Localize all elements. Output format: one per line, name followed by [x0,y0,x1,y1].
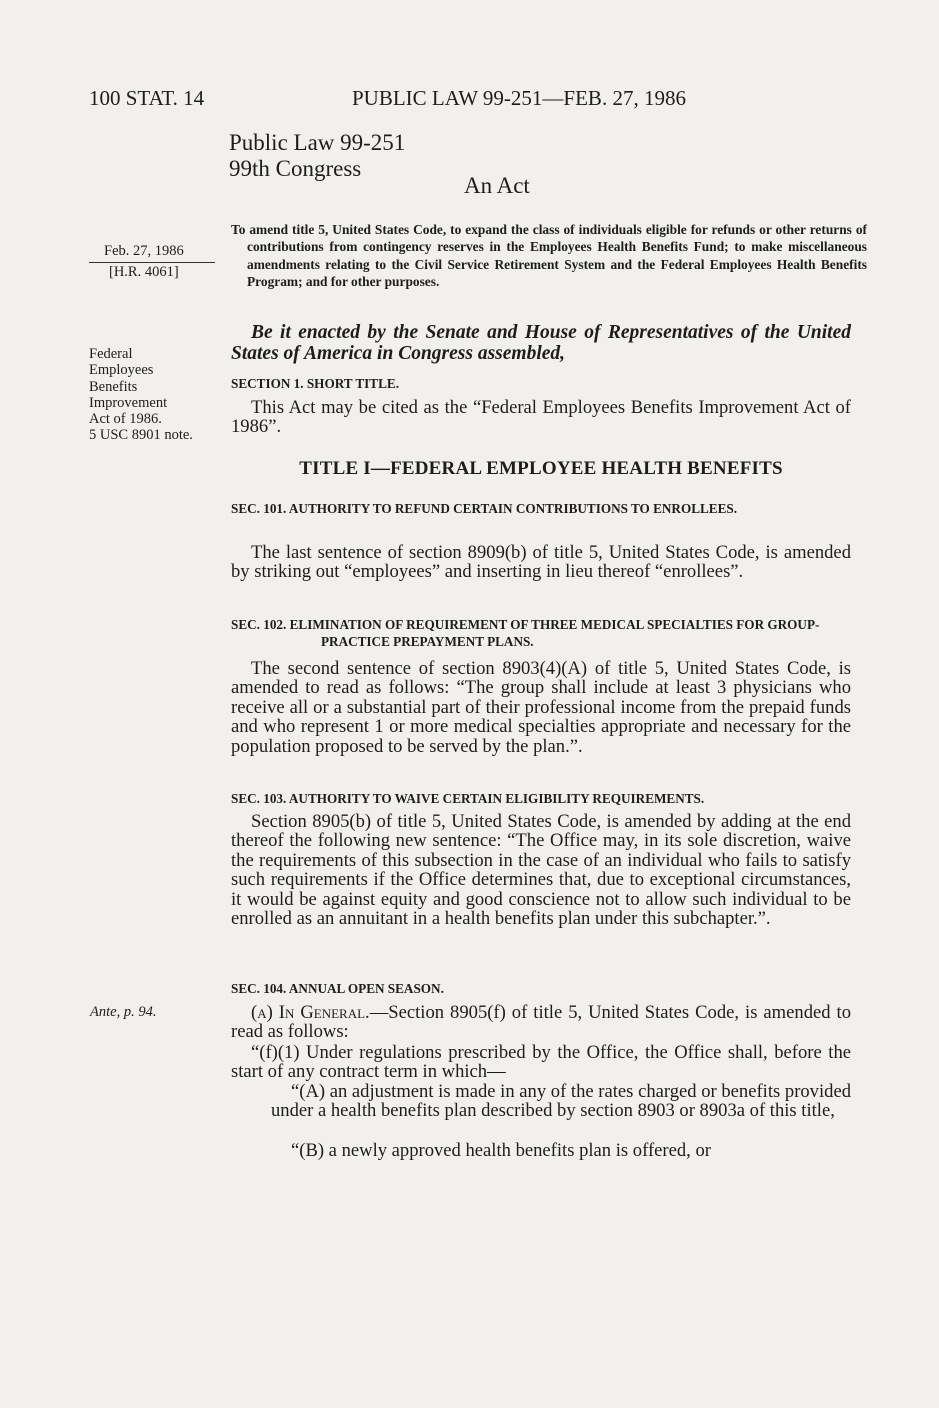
section-103-heading: SEC. 103. AUTHORITY TO WAIVE CERTAIN ELIGIBILITY REQUIREMENTS. [231,791,705,806]
running-head-title: PUBLIC LAW 99-251—FEB. 27, 1986 [352,86,686,110]
act-heading: An Act [464,173,530,198]
section-101-heading: SEC. 101. AUTHORITY TO REFUND CERTAIN CONTRIBUTIONS TO ENROLLEES. [231,501,738,516]
section-104-clause-a: “(A) an adjustment is made in any of the rates charged or benefits provided under a health benefits plan described by section 8903 or 8903a of this title, [271,1081,851,1122]
enacting-clause: Be it enacted by the Senate and House of Representatives of the United States of America in Congress assembled, [231,322,851,364]
section-1-text: This Act may be cited as the “Federal Employees Benefits Improvement Act of 1986”. [231,397,851,438]
page-reference: 100 STAT. 14 [89,86,205,110]
margin-date: Feb. 27, 1986 [104,243,184,259]
congress-label: 99th Congress [229,156,362,181]
act-purpose: To amend title 5, United States Code, to expand the class of individuals eligible for refunds or other returns of contributions from contingency reserves in the Employees Health Benefits Fund; to make miscellaneous amendments relating to the Civil Service Retirement System and the Federal Employees Health Benefits Program; and for other purposes. [231,222,867,290]
section-104-subsection-a [231,1003,851,1042]
section-1-heading: SECTION 1. SHORT TITLE. [231,376,399,391]
section-104-f1: “(f)(1) Under regulations prescribed by the Office, the Office shall, before the start of any contract term in which— [231,1042,851,1083]
section-104-heading: SEC. 104. ANNUAL OPEN SEASON. [231,981,444,996]
title-1-heading: TITLE I—FEDERAL EMPLOYEE HEALTH BENEFITS [299,458,783,479]
section-102-text: The second sentence of section 8903(4)(A) of title 5, United States Code, is amended to read as follows: “The group shall include at least 3 physicians who receive all or a substantial part of their professional income from the prepaid funds and who represent 1 or more medical specialties appropriate and necessary for the population proposed to be served by the plan.”. [231,658,851,757]
margin-rule [89,262,215,263]
section-102-heading: SEC. 102. ELIMINATION OF REQUIREMENT OF THREE MEDICAL SPECIALTIES FOR GROUP-PRACTICE PREPAYMENT PLANS. [231,617,820,649]
section-101-text: The last sentence of section 8909(b) of title 5, United States Code, is amended by striking out “employees” and inserting in lieu thereof “enrollees”. [231,542,851,583]
public-law-number: Public Law 99-251 [229,130,406,155]
margin-short-title-note: Federal Employees Benefits Improvement Act of 1986. 5 USC 8901 note. [89,346,193,444]
margin-ante-reference: Ante, p. 94. [90,1004,157,1020]
subsection-a-text: —Section 8905(f) of title 5, United States Code, is amended to read as follows: [231,1002,851,1043]
section-104-clause-b: “(B) a newly approved health benefits plan is offered, or [291,1140,711,1161]
subsection-a-label: (a) In General. [251,1002,370,1023]
margin-bill-number: [H.R. 4061] [109,264,179,280]
section-103-text: Section 8905(b) of title 5, United States Code, is amended by adding at the end thereof the following new sentence: “The Office may, in its sole discretion, waive the requirements of this subsection in the case of an individual who fails to satisfy such requirements if the Office determines that, due to exceptional circumstances, it would be against equity and good conscience not to allow such individual to be enrolled as an annuitant in a health benefits plan under this subchapter.”. [231,811,851,930]
